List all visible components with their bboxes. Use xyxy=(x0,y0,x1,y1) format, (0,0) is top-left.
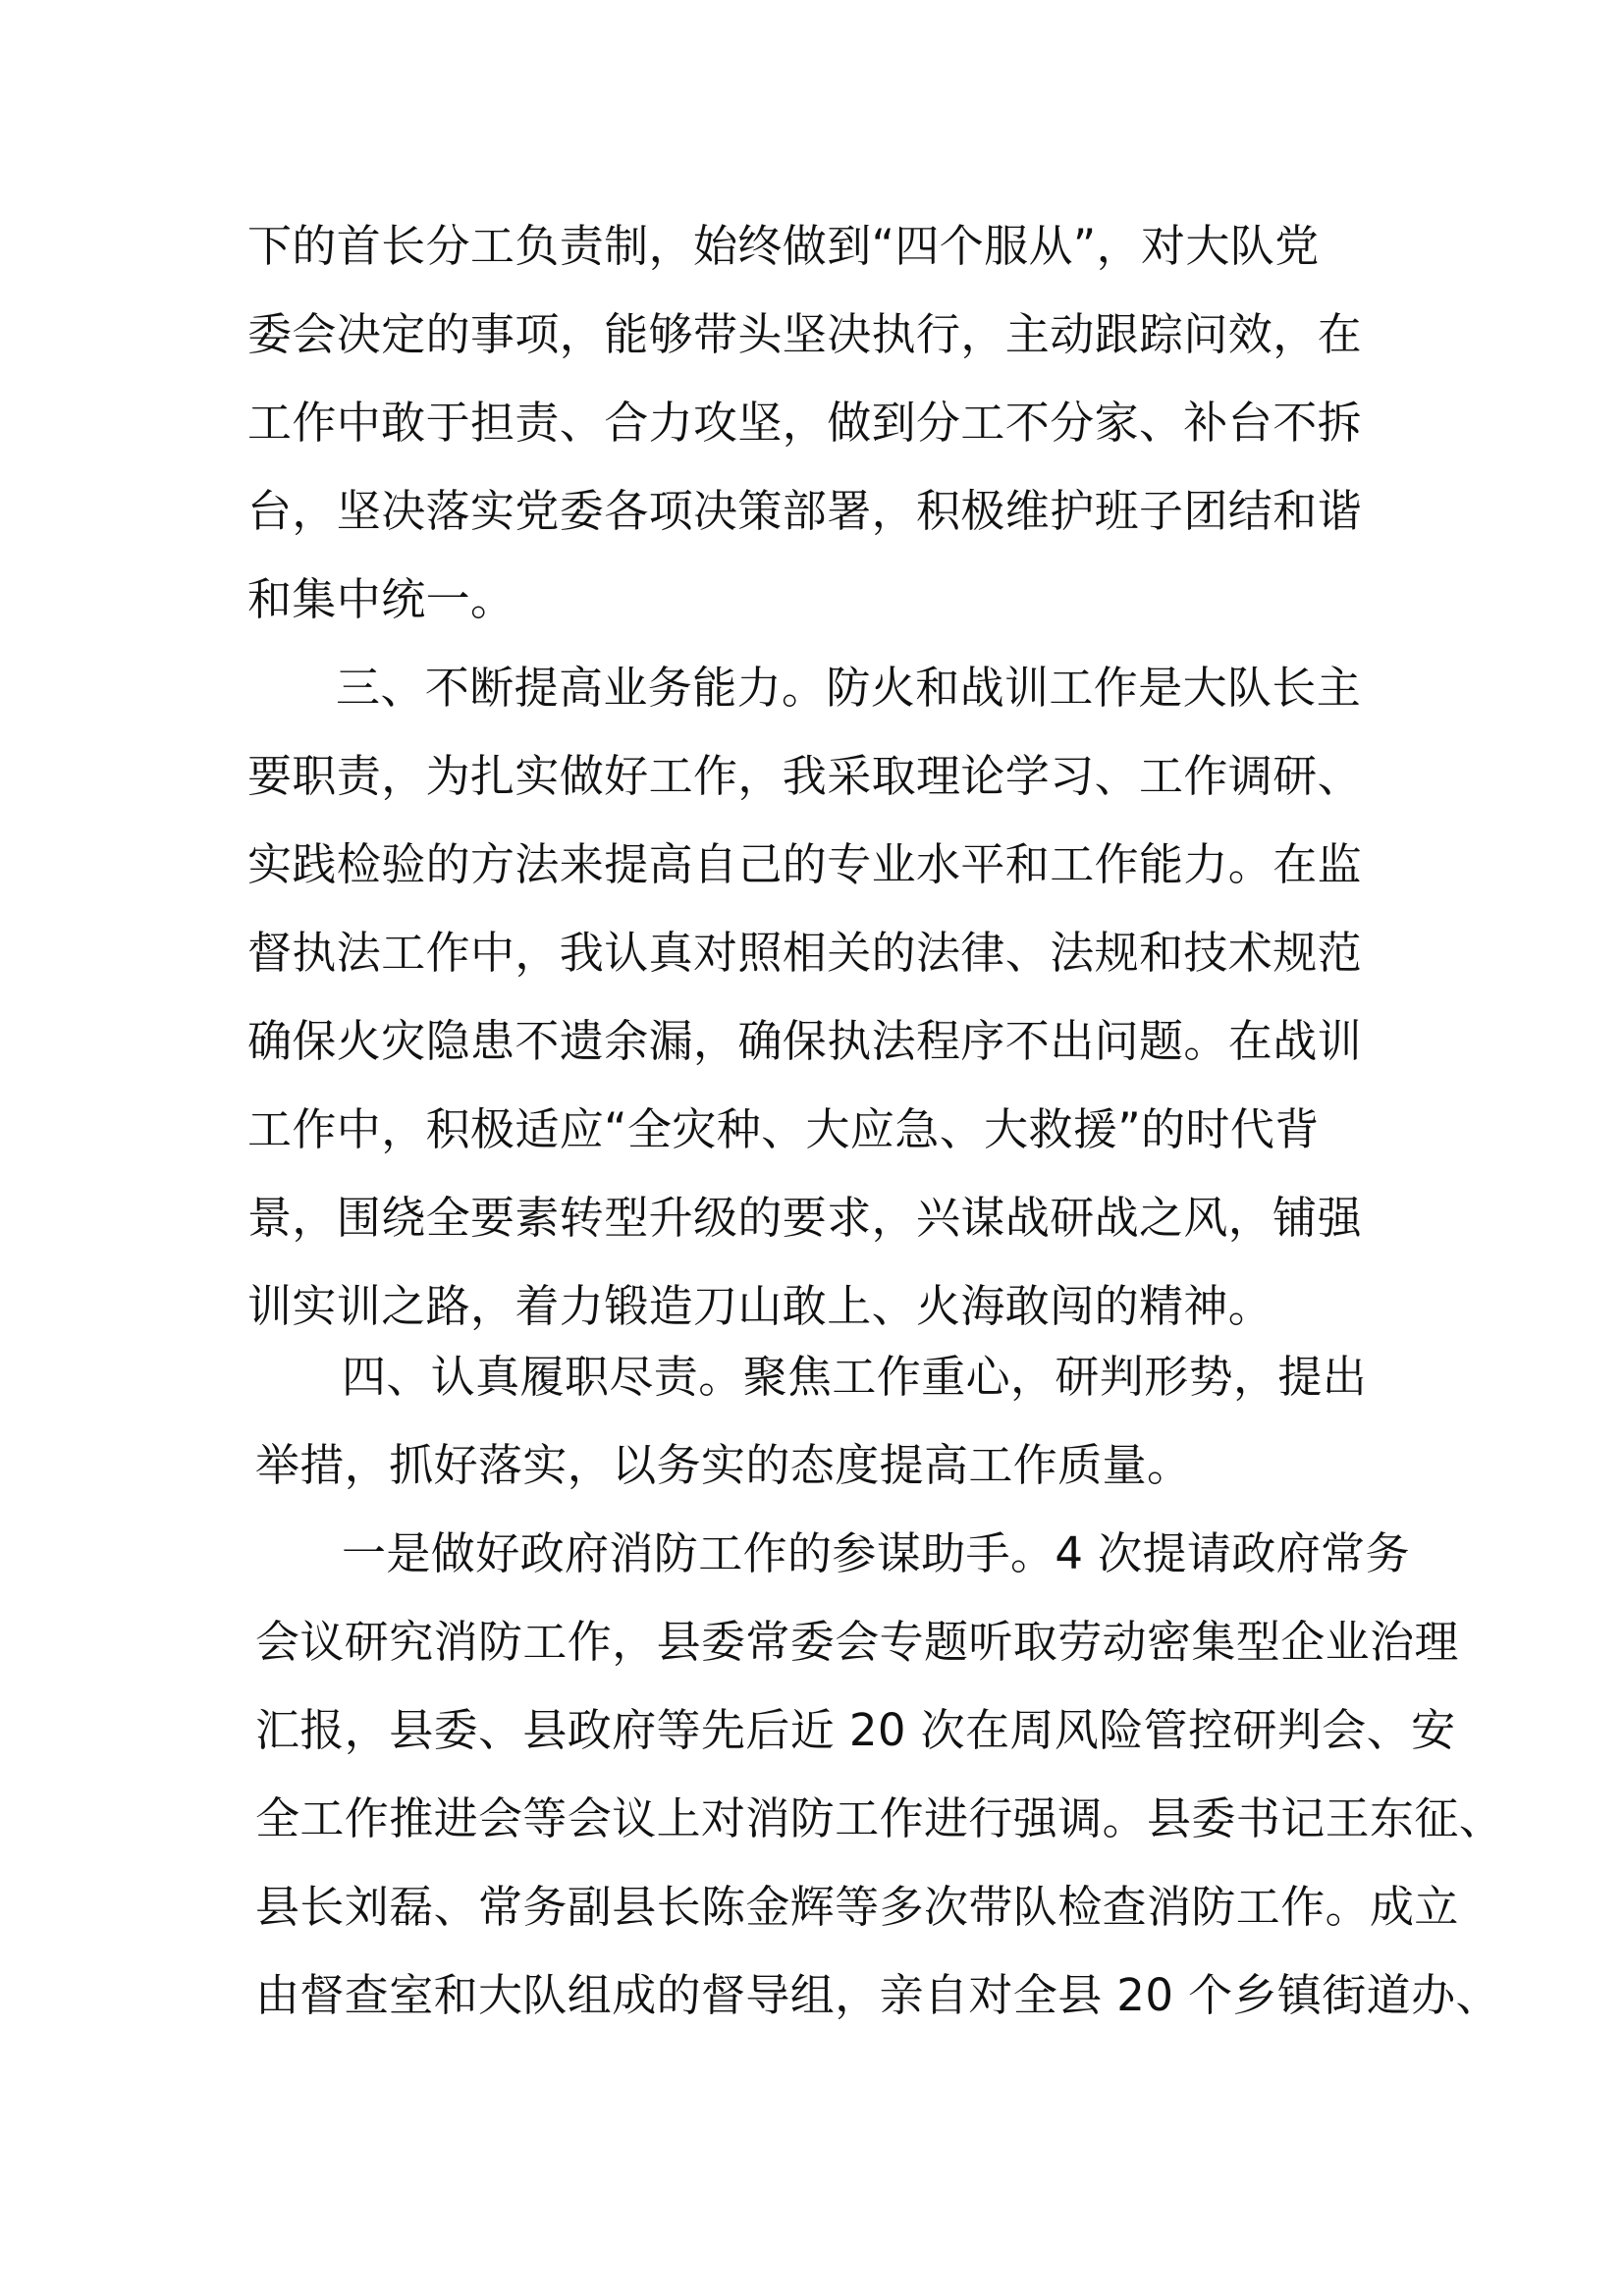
text-line: 全工作推进会等会议上对消防工作进行强调。县委书记王东征、 xyxy=(255,1792,1504,1844)
section-heading-four: 四、认真履职尽责。聚焦工作重心，研判形势，提出 xyxy=(342,1351,1368,1403)
body-text-block-b xyxy=(247,1333,1504,2040)
section-heading-three: 三、不断提高业务能力。防火和战训工作是大队长主 xyxy=(336,662,1362,714)
text-line: 台，坚决落实党委各项决策部署，积极维护班子团结和谐 xyxy=(247,485,1363,537)
text-line: 由督查室和大队组成的督导组，亲自对全县 20 个乡镇街道办、 xyxy=(255,1969,1500,2021)
text-line: 和集中统一。 xyxy=(247,573,515,625)
text-line: 工作中敢于担责、合力攻坚，做到分工不分家、补台不拆 xyxy=(247,397,1363,449)
text-line: 训实训之路，着力锻造刀山敢上、火海敢闯的精神。 xyxy=(247,1280,1273,1332)
text-line: 县长刘磊、常务副县长陈金辉等多次带队检查消防工作。成立 xyxy=(255,1881,1459,1933)
text-line: 确保火灾隐患不遗余漏，确保执法程序不出问题。在战训 xyxy=(247,1015,1363,1067)
text-line: 实践检验的方法来提高自己的专业水平和工作能力。在监 xyxy=(247,838,1363,890)
text-line: 督执法工作中，我认真对照相关的法律、法规和技术规范 xyxy=(247,927,1363,979)
text-line: 景，围绕全要素转型升级的要求，兴谋战研战之风，铺强 xyxy=(247,1192,1363,1244)
sub-item-heading-one: 一是做好政府消防工作的参谋助手。4 次提请政府常务 xyxy=(342,1527,1410,1579)
body-text-block-a xyxy=(247,202,1390,1351)
text-line: 要职责，为扎实做好工作，我采取理论学习、工作调研、 xyxy=(247,750,1363,802)
text-line: 委会决定的事项，能够带头坚决执行，主动跟踪问效，在 xyxy=(247,308,1363,360)
text-line: 举措，抓好落实，以务实的态度提高工作质量。 xyxy=(255,1439,1192,1491)
text-line: 下的首长分工负责制，始终做到“四个服从”，对大队党 xyxy=(247,220,1320,272)
text-line: 会议研究消防工作，县委常委会专题听取劳动密集型企业治理 xyxy=(255,1616,1459,1668)
text-line: 汇报，县委、县政府等先后近 20 次在周风险管控研判会、安 xyxy=(255,1704,1456,1756)
text-line: 工作中，积极适应“全灾种、大应急、大救援”的时代背 xyxy=(247,1103,1320,1155)
